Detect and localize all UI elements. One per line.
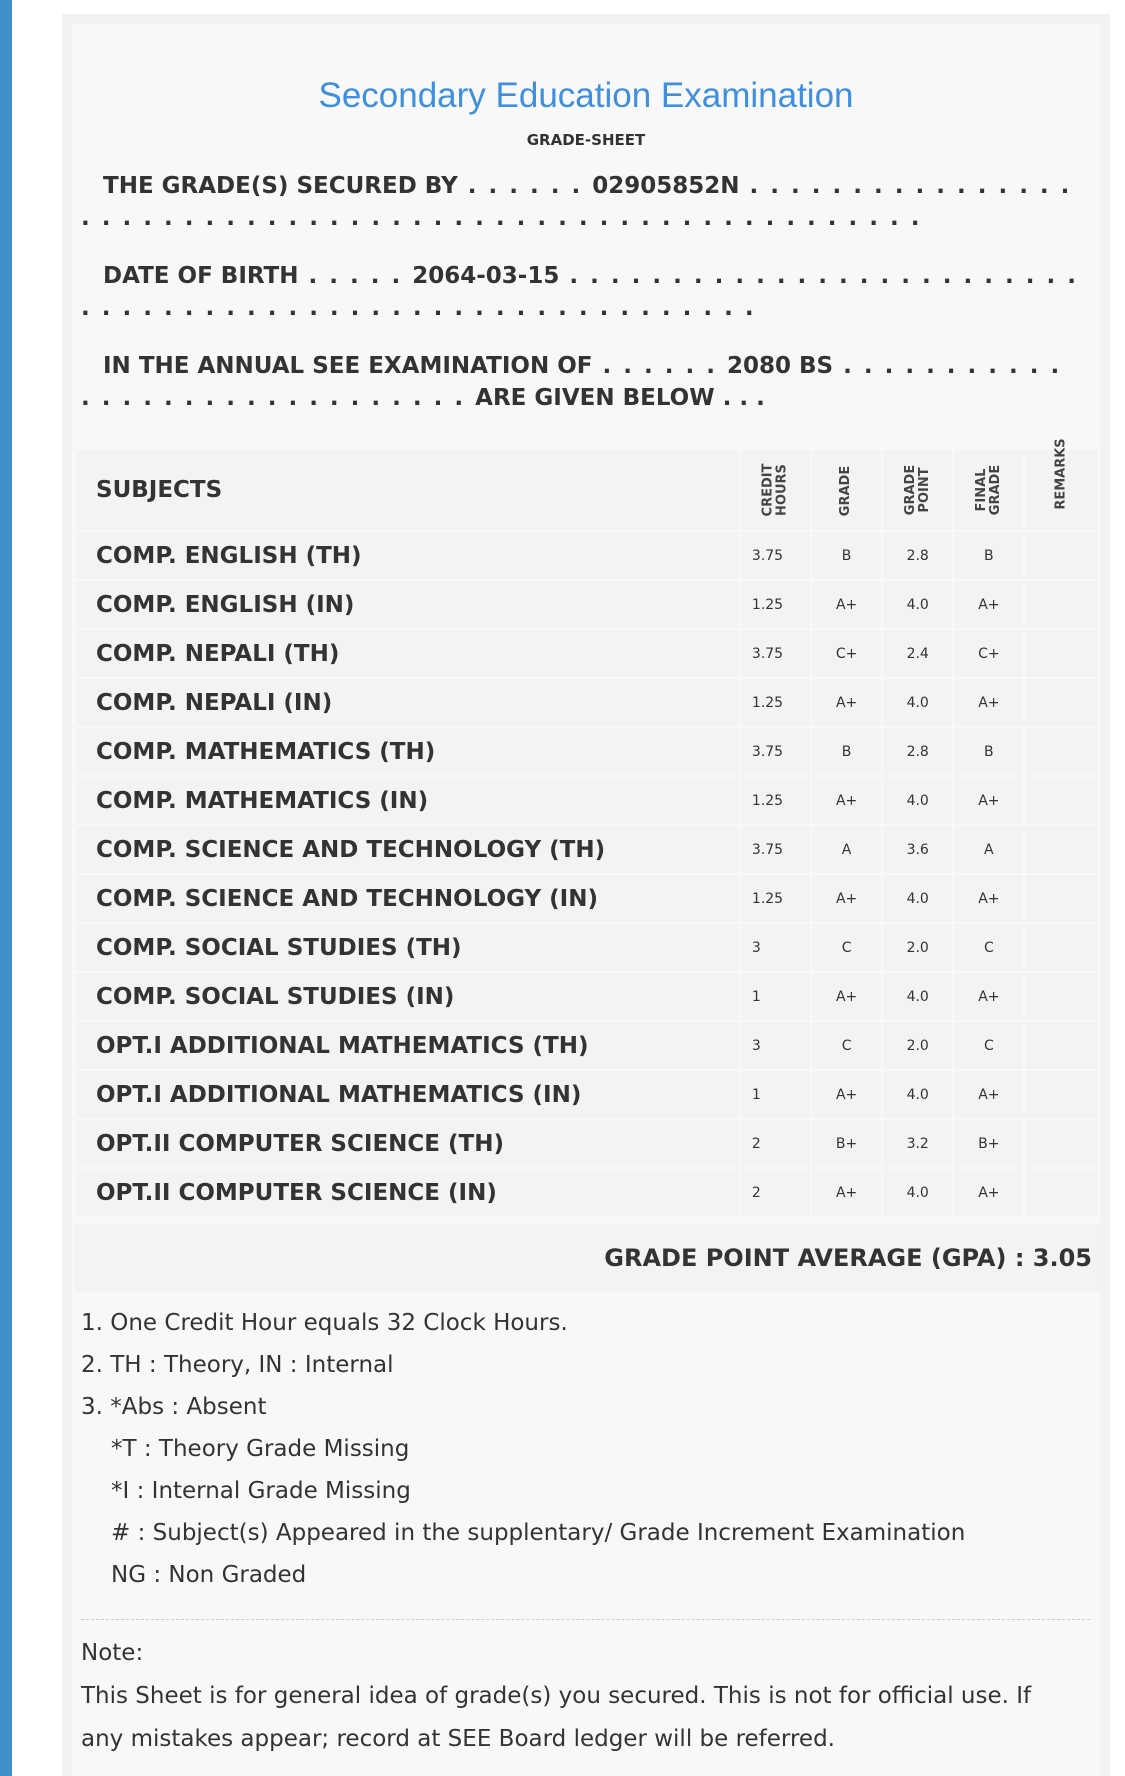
grade-point-cell: 2.8 (883, 532, 952, 579)
grade-point-cell: 2.8 (883, 728, 952, 775)
credit-hours-cell: 1.25 (741, 679, 810, 726)
subject-cell: COMP. MATHEMATICS (IN) (76, 777, 739, 824)
final-grade-cell: A (954, 826, 1023, 873)
remarks-cell (1025, 1071, 1098, 1118)
table-row (76, 973, 1098, 1020)
grade-point-cell: 3.6 (883, 826, 952, 873)
final-grade-cell: A+ (954, 777, 1023, 824)
remarks-cell (1025, 1022, 1098, 1069)
remarks-cell (1025, 924, 1098, 971)
grade-cell: C+ (812, 630, 881, 677)
symbol-number: 02905852N (592, 173, 740, 199)
remarks-cell (1025, 875, 1098, 922)
remarks-cell (1025, 973, 1098, 1020)
header-gp-text: GRADE POINT (902, 464, 932, 516)
exam-year: 2080 BS (726, 353, 834, 379)
remarks-cell (1025, 532, 1098, 579)
table-row (76, 924, 1098, 971)
final-grade-cell: A+ (954, 1071, 1023, 1118)
header-grade-text: GRADE (838, 465, 854, 516)
final-grade-cell: C+ (954, 630, 1023, 677)
subject-cell: COMP. SCIENCE AND TECHNOLOGY (TH) (76, 826, 739, 873)
page-title: Secondary Education Examination (318, 76, 854, 115)
credit-hours-cell: 3.75 (741, 630, 810, 677)
remarks-cell (1025, 777, 1098, 824)
grade-point-cell: 4.0 (883, 679, 952, 726)
final-grade-cell: C (954, 924, 1023, 971)
credit-hours-cell: 1 (741, 973, 810, 1020)
grade-cell: B (812, 728, 881, 775)
credit-hours-cell: 1 (741, 1071, 810, 1118)
credit-hours-cell: 2 (741, 1169, 810, 1216)
remarks-cell (1025, 1169, 1098, 1216)
subject-cell: COMP. ENGLISH (TH) (76, 532, 739, 579)
grade-point-cell: 4.0 (883, 973, 952, 1020)
grade-point-cell: 4.0 (883, 581, 952, 628)
secured-by-line: THE GRADE(S) SECURED BY . . . . . . 02905852N . . . . . . . . . . . . . . . . . . . . . . . . . . . . . . . . . . . . . . . . . . . . . . . . . . . . . . . . . (81, 173, 1072, 231)
remarks-cell (1025, 679, 1098, 726)
grade-point-cell: 2.0 (883, 1022, 952, 1069)
table-row (76, 1022, 1098, 1069)
table-row (76, 875, 1098, 922)
credit-hours-cell: 1.25 (741, 875, 810, 922)
grade-cell: A (812, 826, 881, 873)
divider (81, 1619, 1090, 1620)
dob-value: 2064-03-15 (412, 263, 560, 289)
grade-cell: C (812, 924, 881, 971)
table-row (76, 581, 1098, 628)
table-row (76, 1071, 1098, 1118)
legend-item: *T : Theory Grade Missing (111, 1436, 410, 1462)
grade-point-cell: 2.0 (883, 924, 952, 971)
grade-point-cell: 4.0 (883, 875, 952, 922)
grade-cell: A+ (812, 973, 881, 1020)
remarks-cell (1025, 630, 1098, 677)
credit-hours-cell: 1.25 (741, 777, 810, 824)
note-text: This Sheet is for general idea of grade(s) you secured. This is not for official use. If any mistakes appear; record at SEE Board ledger will be referred. (81, 1683, 1032, 1752)
table-row (76, 630, 1098, 677)
left-accent-bar (0, 0, 12, 1776)
final-grade-cell: A+ (954, 581, 1023, 628)
grade-point-cell: 4.0 (883, 1071, 952, 1118)
legend-item: 1. One Credit Hour equals 32 Clock Hours. (81, 1310, 568, 1336)
grade-point-cell: 4.0 (883, 777, 952, 824)
credit-hours-cell: 3.75 (741, 728, 810, 775)
table-row (76, 777, 1098, 824)
exam-suffix: ARE GIVEN BELOW . . . (475, 385, 765, 411)
grade-point-cell: 4.0 (883, 1169, 952, 1216)
table-row (76, 1120, 1098, 1167)
credit-hours-cell: 3 (741, 924, 810, 971)
gpa-label: GRADE POINT AVERAGE (GPA) : (604, 1244, 1025, 1272)
table-header-row (76, 450, 1098, 530)
subject-cell: OPT.II COMPUTER SCIENCE (IN) (76, 1169, 739, 1216)
note-label: Note: (81, 1640, 144, 1666)
grade-cell: A+ (812, 1071, 881, 1118)
grade-cell: C (812, 1022, 881, 1069)
legend-item: 3. *Abs : Absent (81, 1394, 267, 1420)
remarks-cell (1025, 728, 1098, 775)
grades-table (74, 438, 1100, 1218)
final-grade-cell: C (954, 1022, 1023, 1069)
remarks-cell (1025, 581, 1098, 628)
dob-line: DATE OF BIRTH . . . . . 2064-03-15 . . . . . . . . . . . . . . . . . . . . . . . . . . . . . . . . . . . . . . . . . . . . . . . . . . . . . . . . . . (81, 263, 1078, 321)
final-grade-cell: A+ (954, 875, 1023, 922)
legend (81, 1302, 965, 1596)
table-row (76, 679, 1098, 726)
table-row (76, 728, 1098, 775)
header-credit-text: CREDIT HOURS (760, 463, 790, 517)
header-subjects: SUBJECTS (76, 450, 739, 530)
header-credit-hours (741, 450, 810, 530)
final-grade-cell: B (954, 728, 1023, 775)
final-grade-cell: A+ (954, 679, 1023, 726)
subject-cell: COMP. MATHEMATICS (TH) (76, 728, 739, 775)
page-subtitle: GRADE-SHEET (526, 131, 646, 149)
exam-label: IN THE ANNUAL SEE EXAMINATION OF (103, 353, 593, 379)
credit-hours-cell: 3.75 (741, 826, 810, 873)
remarks-cell (1025, 1120, 1098, 1167)
grade-cell: B (812, 532, 881, 579)
credit-hours-cell: 3.75 (741, 532, 810, 579)
dob-label: DATE OF BIRTH (103, 263, 299, 289)
grade-sheet-container (62, 14, 1110, 1776)
final-grade-cell: B (954, 532, 1023, 579)
grade-point-cell: 3.2 (883, 1120, 952, 1167)
header-final-text: FINAL GRADE (973, 464, 1003, 516)
grade-cell: A+ (812, 777, 881, 824)
subject-cell: OPT.I ADDITIONAL MATHEMATICS (IN) (76, 1071, 739, 1118)
table-row (76, 1169, 1098, 1216)
subject-cell: COMP. ENGLISH (IN) (76, 581, 739, 628)
grade-point-cell: 2.4 (883, 630, 952, 677)
legend-item: NG : Non Graded (111, 1562, 307, 1588)
gpa-value: 3.05 (1032, 1244, 1092, 1272)
credit-hours-cell: 1.25 (741, 581, 810, 628)
grade-cell: B+ (812, 1120, 881, 1167)
header-grade-point (883, 450, 952, 530)
credit-hours-cell: 3 (741, 1022, 810, 1069)
subject-cell: COMP. NEPALI (IN) (76, 679, 739, 726)
legend-item: *I : Internal Grade Missing (111, 1478, 411, 1504)
final-grade-cell: A+ (954, 1169, 1023, 1216)
legend-item: 2. TH : Theory, IN : Internal (81, 1352, 394, 1378)
final-grade-cell: A+ (954, 973, 1023, 1020)
subject-cell: OPT.I ADDITIONAL MATHEMATICS (TH) (76, 1022, 739, 1069)
subject-cell: COMP. SOCIAL STUDIES (TH) (76, 924, 739, 971)
header-remarks-text: REMARKS (1053, 438, 1069, 510)
legend-item: # : Subject(s) Appeared in the supplentary/ Grade Increment Examination (111, 1520, 966, 1546)
subject-cell: OPT.II COMPUTER SCIENCE (TH) (76, 1120, 739, 1167)
note (81, 1632, 1080, 1761)
subject-cell: COMP. SOCIAL STUDIES (IN) (76, 973, 739, 1020)
subject-cell: COMP. SCIENCE AND TECHNOLOGY (IN) (76, 875, 739, 922)
exam-line: IN THE ANNUAL SEE EXAMINATION OF . . . . . . 2080 BS . . . . . . . . . . . . . . . . . . . . . . . . . . . . . . ARE GIVEN BELOW . . . (81, 353, 1062, 411)
grade-cell: A+ (812, 1169, 881, 1216)
subject-cell: COMP. NEPALI (TH) (76, 630, 739, 677)
grade-cell: A+ (812, 581, 881, 628)
table-row (76, 532, 1098, 579)
grade-cell: A+ (812, 679, 881, 726)
final-grade-cell: B+ (954, 1120, 1023, 1167)
header-remarks (1025, 438, 1098, 530)
header-final-grade (954, 450, 1023, 530)
header-grade (812, 450, 881, 530)
secured-label: THE GRADE(S) SECURED BY (103, 173, 458, 199)
table-row (76, 826, 1098, 873)
grade-sheet-card (72, 24, 1100, 1776)
grade-cell: A+ (812, 875, 881, 922)
credit-hours-cell: 2 (741, 1120, 810, 1167)
remarks-cell (1025, 826, 1098, 873)
gpa-row (74, 1224, 1100, 1292)
